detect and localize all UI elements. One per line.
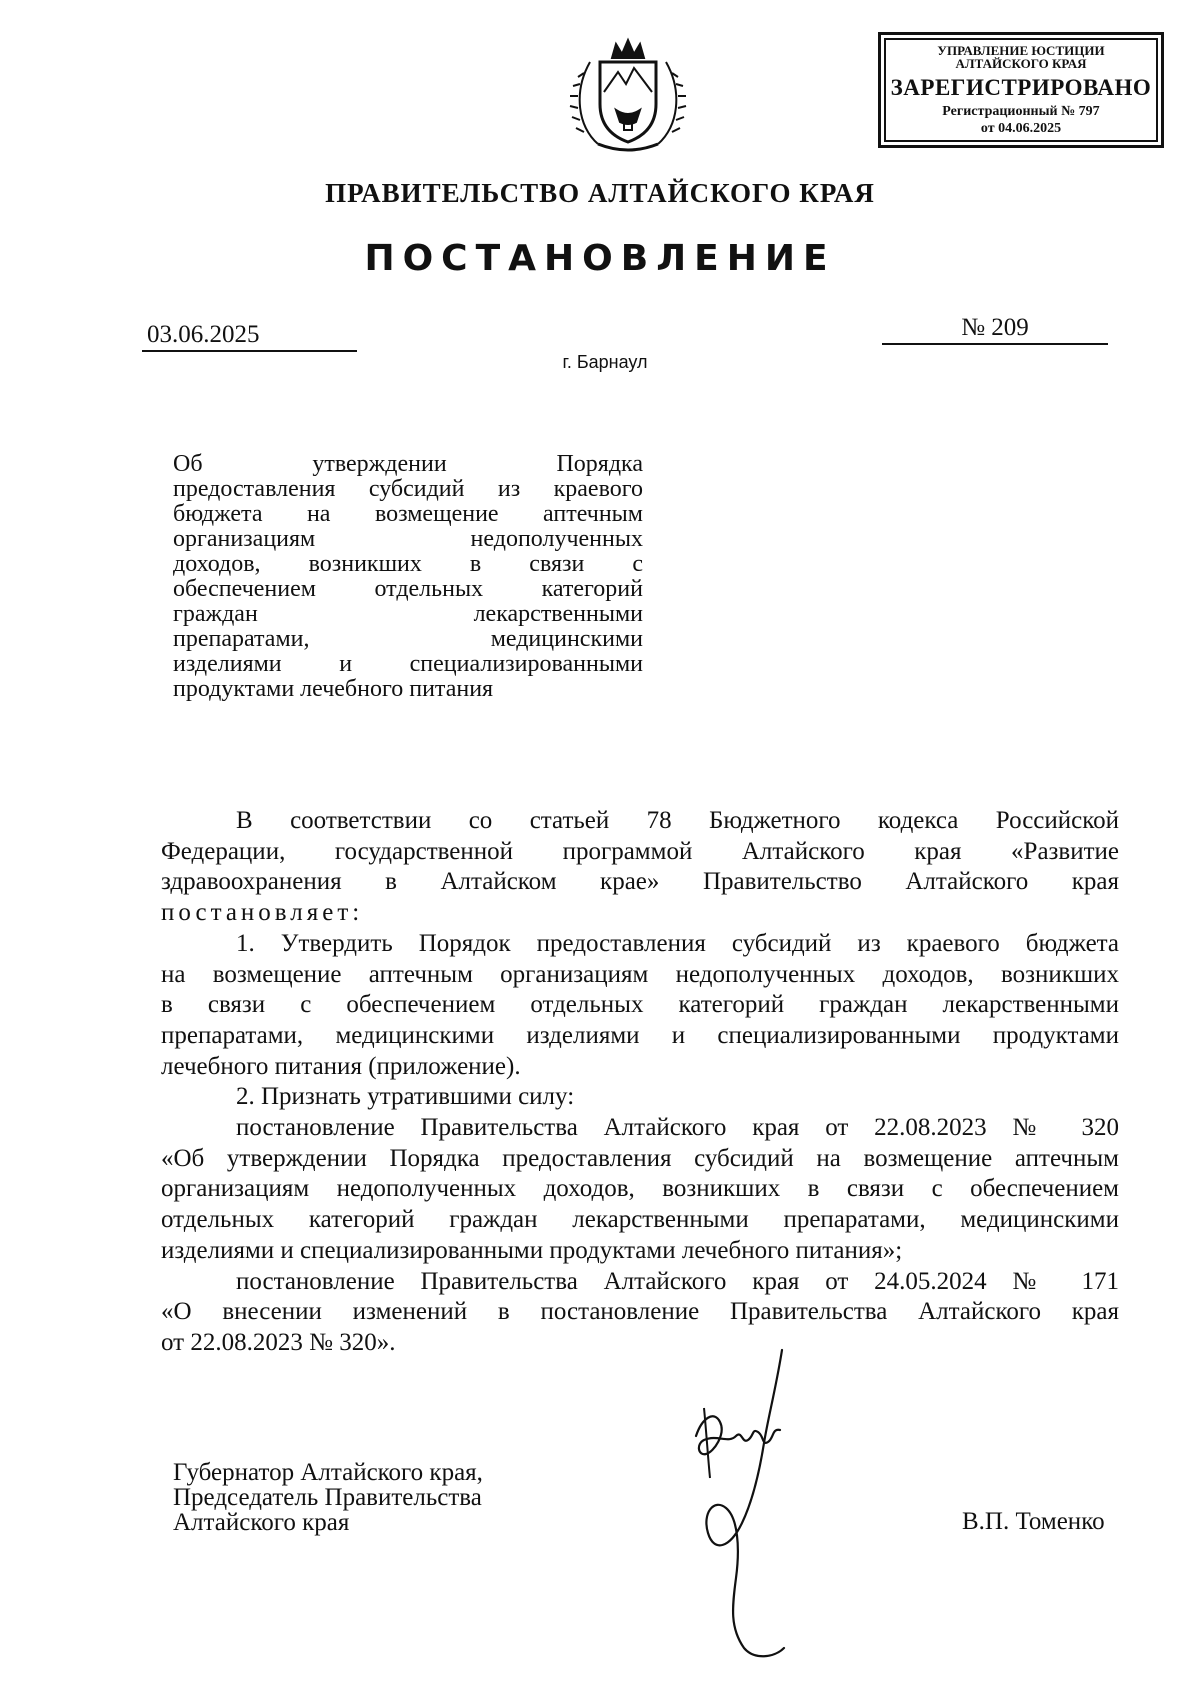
item2a-line: «Об утверждении Порядка предоставления субсидий на возмещение аптечным	[161, 1144, 1119, 1172]
subject-line: обеспечением отдельных категорий	[173, 576, 643, 602]
subject-line: доходов, возникших в связи с	[173, 551, 643, 577]
subject-line: продуктами лечебного питания	[173, 676, 494, 702]
item2a-line: организациям недополученных доходов, возникших в связи с обеспечением	[161, 1175, 1119, 1203]
coat-of-arms-emblem	[568, 32, 688, 162]
item2a-line: отдельных категорий граждан лекарственными препаратами, медицинскими	[161, 1206, 1119, 1234]
registration-stamp-inner	[884, 38, 1158, 142]
item1-line: препаратами, медицинскими изделиями и специализированными продуктами	[161, 1021, 1119, 1049]
item1-line: 1. Утвердить Порядок предоставления субсидий из краевого бюджета	[236, 929, 1119, 957]
document-subject	[173, 452, 643, 702]
stamp-authority	[886, 40, 1156, 70]
signer-position-line: Председатель Правительства	[173, 1484, 482, 1511]
document-number: № 209	[882, 313, 1108, 345]
item2b-line: от 22.08.2023 № 320».	[161, 1328, 396, 1356]
document-date: 03.06.2025	[142, 320, 357, 352]
item2b-line: «О внесении изменений в постановление Правительства Алтайского края	[161, 1298, 1119, 1326]
stamp-reg-date: от 04.06.2025	[980, 121, 1062, 136]
preamble-line: В соответствии со статьей 78 Бюджетного кодекса Российской	[236, 807, 1119, 834]
item2-title: 2. Признать утратившими силу:	[236, 1083, 575, 1111]
registration-stamp	[878, 32, 1164, 148]
stamp-authority-line1: УПРАВЛЕНИЕ ЮСТИЦИИ	[937, 43, 1105, 58]
subject-line: препаратами, медицинскими	[173, 626, 643, 652]
item2a-line: изделиями и специализированными продуктами лечебного питания»;	[161, 1236, 903, 1264]
subject-line: бюджета на возмещение аптечным	[173, 501, 643, 527]
signer-position	[173, 1460, 593, 1535]
preamble-line: здравоохранения в Алтайском крае» Правительство Алтайского края	[161, 868, 1119, 896]
government-title: ПРАВИТЕЛЬСТВО АЛТАЙСКОГО КРАЯ	[325, 178, 875, 208]
stamp-reg-number: Регистрационный № 797	[942, 104, 1100, 119]
document-type: ПОСТАНОВЛЕНИЕ	[364, 238, 836, 279]
subject-line: предоставления субсидий из краевого	[173, 476, 643, 502]
preamble-line: Федерации, государственной программой Алтайского края «Развитие	[161, 837, 1119, 865]
item2a-line: постановление Правительства Алтайского края от 22.08.2023 № 320	[236, 1114, 1119, 1142]
item1-line: в связи с обеспечением отдельных категорий граждан лекарственными	[161, 991, 1119, 1019]
signer-position-line: Губернатор Алтайского края,	[173, 1459, 483, 1486]
item2b-line: постановление Правительства Алтайского края от 24.05.2024 № 171	[236, 1267, 1119, 1295]
stamp-status: ЗАРЕГИСТРИРОВАНО	[890, 75, 1152, 100]
document-place: г. Барнаул	[562, 352, 648, 372]
handwritten-signature	[684, 1348, 834, 1668]
item1-line: лечебного питания (приложение).	[161, 1052, 521, 1080]
preamble-line-resolves: постановляет:	[161, 899, 364, 927]
subject-line: изделиями и специализированными	[173, 651, 643, 677]
item1-line: на возмещение аптечным организациям недополученных доходов, возникших	[161, 960, 1119, 988]
signer-name: В.П. Томенко	[962, 1508, 1105, 1535]
subject-line: Об утверждении Порядка	[173, 451, 643, 477]
signer-position-line: Алтайского края	[173, 1509, 350, 1536]
subject-line: граждан лекарственными	[173, 601, 643, 627]
subject-line: организациям недополученных	[173, 526, 643, 552]
document-body	[161, 806, 1119, 1359]
stamp-authority-line2: АЛТАЙСКОГО КРАЯ	[955, 56, 1087, 71]
